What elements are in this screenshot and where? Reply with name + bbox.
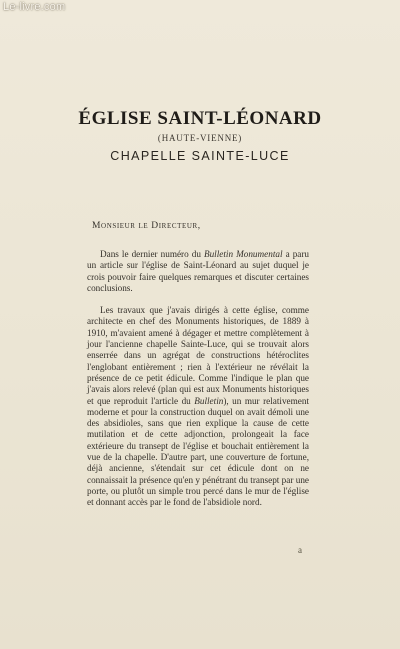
chapel-heading: CHAPELLE SAINTE-LUCE: [110, 149, 290, 163]
paragraph-1-start: Dans le dernier numéro du: [100, 249, 204, 260]
bulletin-title-italic: Bulletin Monumental: [203, 249, 283, 260]
paragraph-2-start: Les travaux que j'avais dirigés à cette église, comme architecte en chef des Monuments historiques, de 1889 à 1910, m'avaient amené à dégager et mettre complètement à jour l'ancienne chapelle Sainte-Luce, qui se trouvait alors enserrée dans un agrégat de constructions hétéroclites l'englobant entièrement ; rien à l'extérieur ne révélait la présence de ce petit édicule. Comme l'indique le plan que j'avais alors relevé (plan qui est aux Monuments historiques et que reproduit l'article du: [87, 305, 309, 406]
paragraph-1: [87, 249, 309, 294]
paragraph-2-end: ), un mur relativement moderne et pour la construction duquel on avait démoli une des absidioles, sans que rien explique la cause de cette mutilation et de cette adjonction, prolongeait la face extérieure du transept de l'église et bouchait entièrement la vue de la chapelle. D'autre part, une couverture de fortune, déjà ancienne, s'étendait sur cet édicule dont on ne connaissait la présence qu'en y pénétrant du transept par une porte, ou plutôt un simple trou percé dans le mur de l'église et donnant accès par le fond de l'absidiole nord.: [87, 395, 309, 508]
paragraph-2: [87, 305, 309, 508]
salutation: Monsieur le Directeur,: [92, 221, 201, 231]
page-signature-mark: a: [298, 545, 302, 555]
bulletin-ref-italic: Bulletin: [194, 395, 224, 406]
article-title: ÉGLISE SAINT-LÉONARD: [78, 108, 322, 129]
paragraph-1-end: a paru un article sur l'église de Saint-Léonard au sujet duquel je crois pouvoir faire quelques remarques et discuter certaines conclusions.: [87, 249, 310, 294]
article-subtitle: (HAUTE-VIENNE): [157, 133, 243, 143]
watermark-logo: Le-livre.com: [3, 1, 66, 13]
